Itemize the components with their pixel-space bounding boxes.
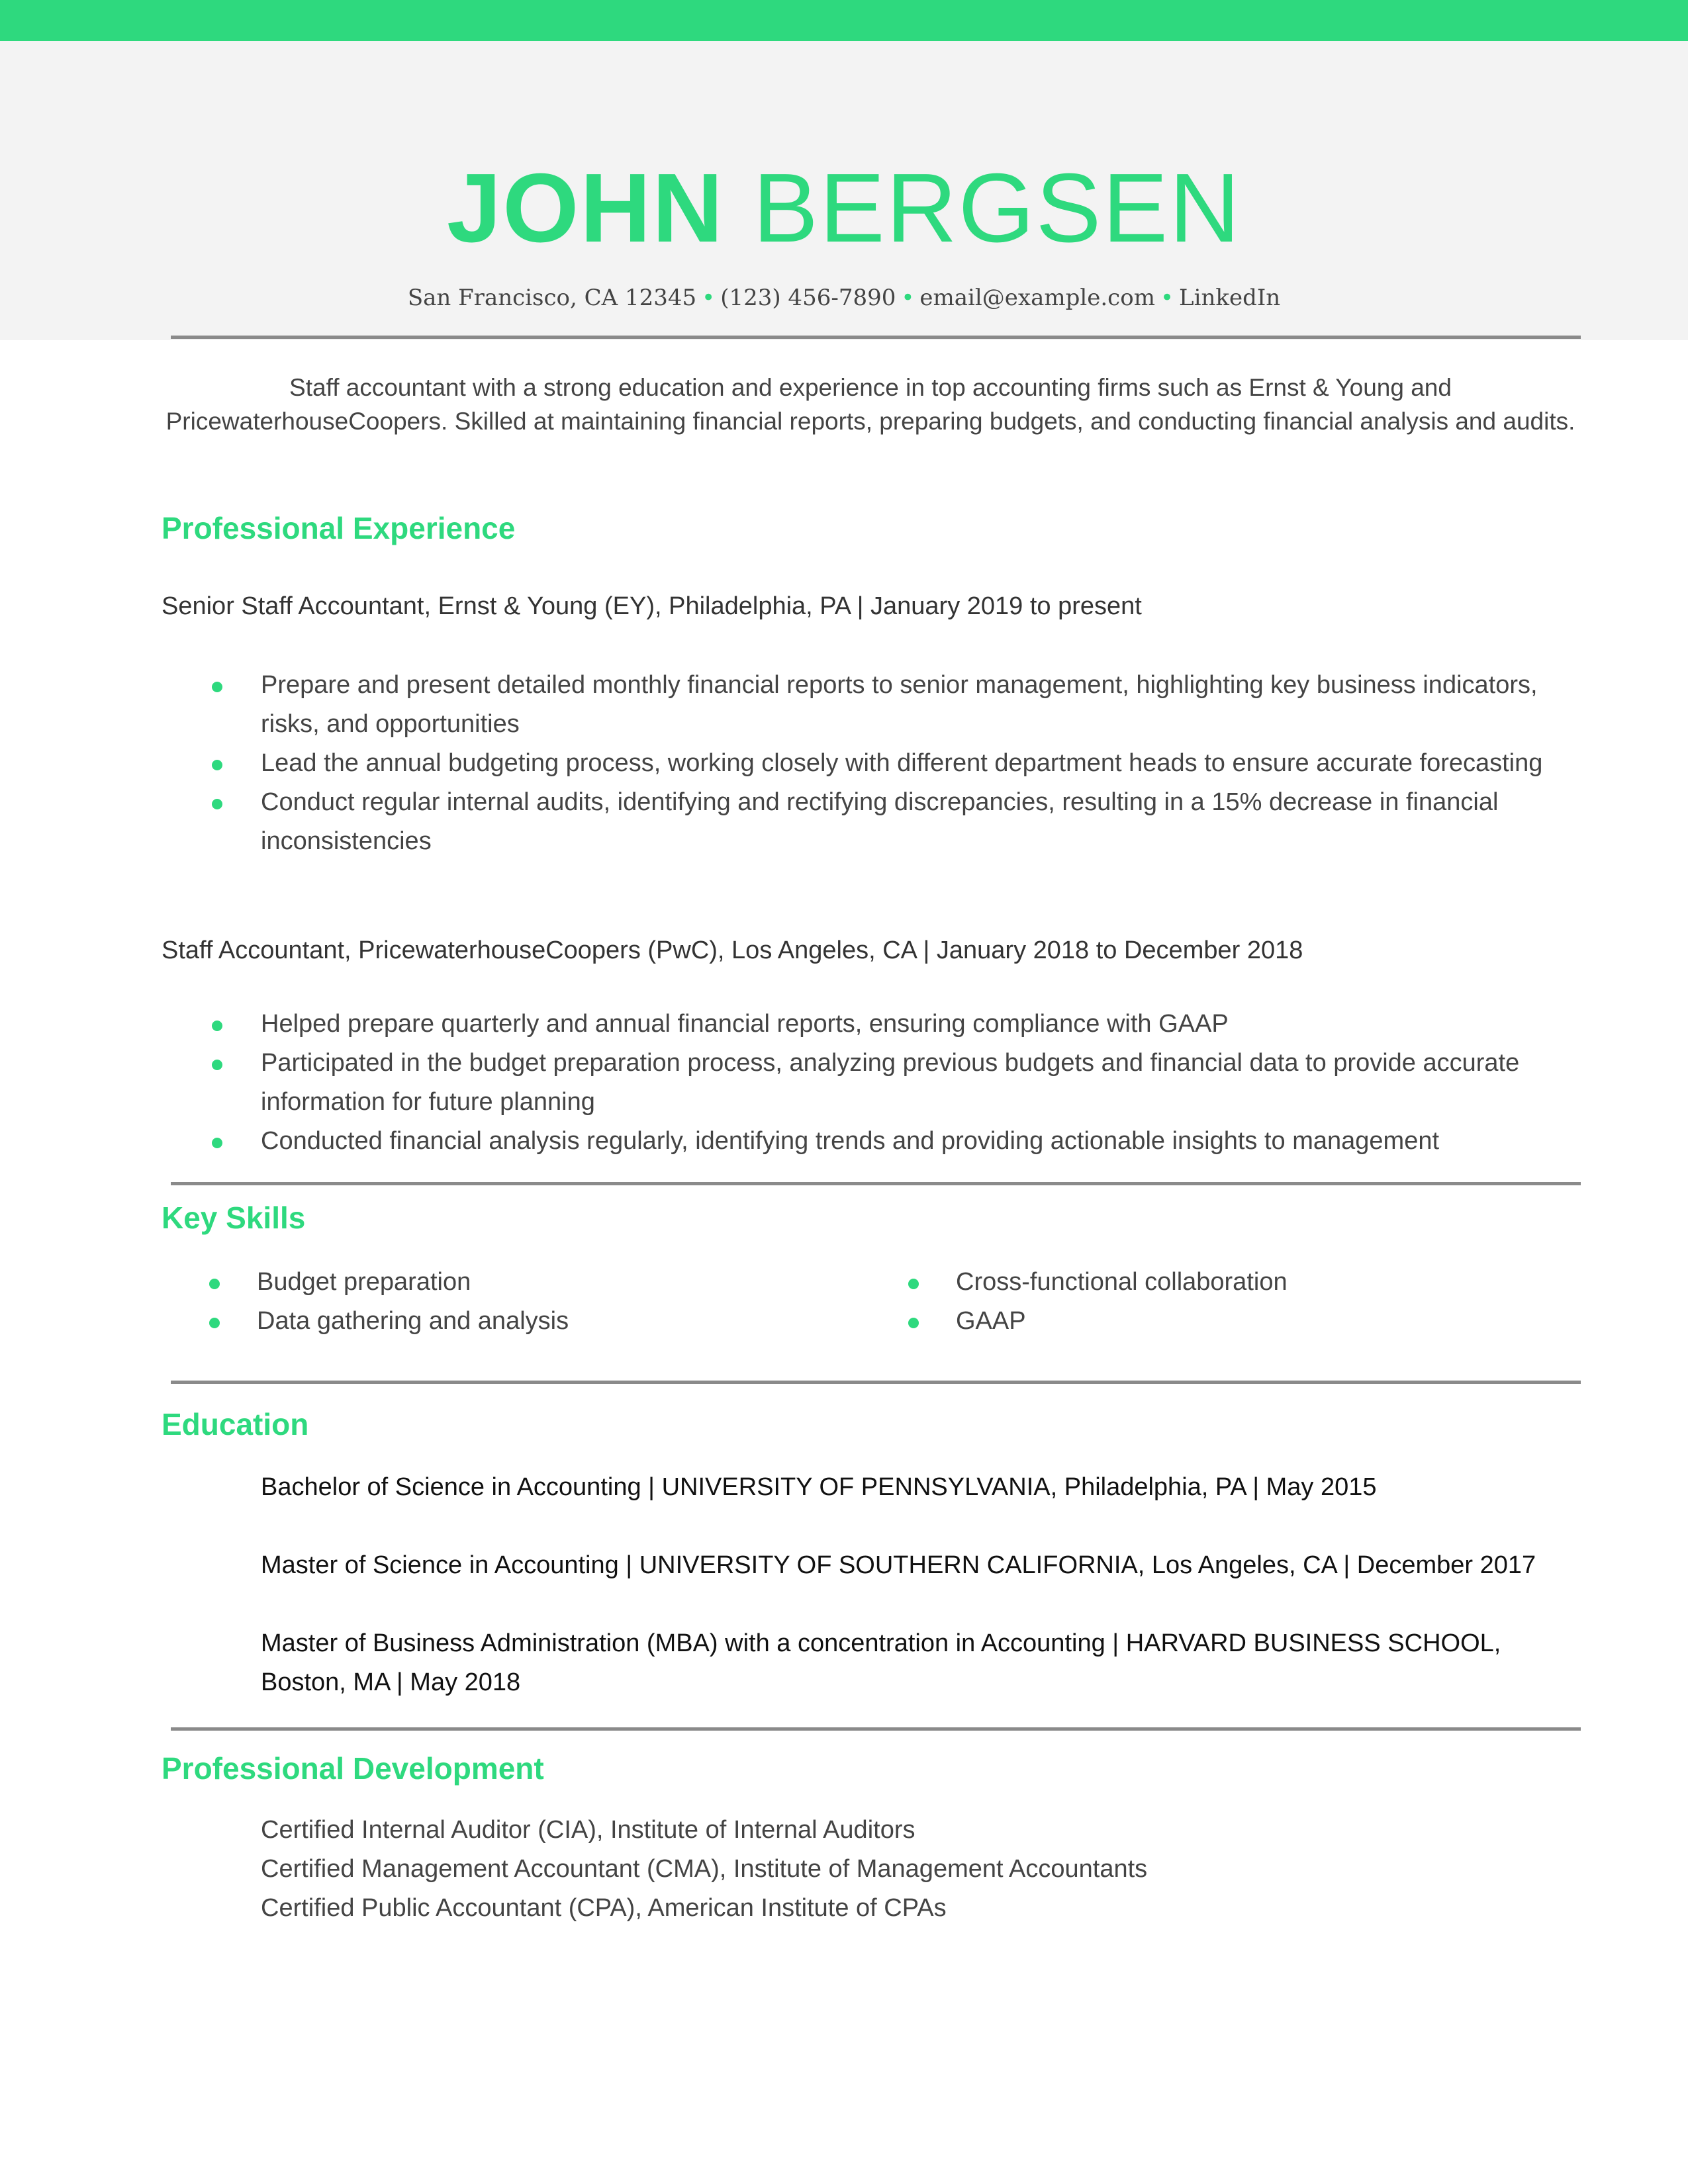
skills-list-right [861, 1263, 1523, 1341]
job-bullets [162, 1005, 1585, 1161]
last-name: BERGSEN [753, 154, 1242, 263]
bullet-dot [212, 1021, 222, 1031]
section-divider [171, 1182, 1581, 1185]
list-item: Certified Public Accountant (CPA), American Institute of CPAs [261, 1894, 947, 1922]
bullet-text: Helped prepare quarterly and annual financial reports, ensuring compliance with GAAP [261, 1010, 1229, 1038]
top-accent-bar [0, 0, 1688, 41]
list-item [861, 1302, 1523, 1341]
bullet-text: Prepare and present detailed monthly financial reports to senior management, highlighting key business indicators, risks, and opportunities [261, 671, 1538, 738]
list-item [162, 1263, 823, 1302]
contact-line [0, 283, 1688, 312]
list-item: Certified Internal Auditor (CIA), Institute of Internal Auditors [261, 1816, 915, 1844]
list-item [162, 1005, 1585, 1044]
section-title-skills: Key Skills [162, 1201, 306, 1235]
header-divider [171, 336, 1581, 339]
first-name: JOHN [446, 154, 725, 263]
bullet-text: Participated in the budget preparation process, analyzing previous budgets and financial data to provide accurate information for future planning [261, 1049, 1520, 1116]
contact-linkedin[interactable]: LinkedIn [1179, 285, 1281, 311]
development-list [261, 1811, 1147, 1928]
bullet-dot [908, 1279, 919, 1289]
education-item: Master of Business Administration (MBA) with a concentration in Accounting | HARVARD BUSINESS SCHOOL, Boston, MA | May 2018 [261, 1629, 1501, 1696]
section-divider [171, 1381, 1581, 1384]
list-item [162, 744, 1565, 783]
contact-separator: • [1160, 285, 1174, 311]
contact-separator: • [901, 285, 915, 311]
education-item: Master of Science in Accounting | UNIVERSITY OF SOUTHERN CALIFORNIA, Los Angeles, CA | December 2017 [261, 1551, 1536, 1579]
list-item: Certified Management Accountant (CMA), Institute of Management Accountants [261, 1855, 1148, 1883]
contact-email[interactable]: email@example.com [919, 285, 1155, 311]
section-title-experience: Professional Experience [162, 511, 516, 545]
contact-location: San Francisco, CA 12345 [407, 285, 697, 311]
bullet-dot [212, 1138, 222, 1148]
skill-text: Data gathering and analysis [257, 1307, 569, 1335]
list-item [861, 1263, 1523, 1302]
bullet-dot [212, 760, 222, 770]
list-item [162, 1302, 823, 1341]
bullet-text: Lead the annual budgeting process, working closely with different department heads to ensure accurate forecasting [261, 749, 1543, 777]
list-item [162, 783, 1565, 861]
list-item [162, 1122, 1585, 1161]
section-divider [171, 1727, 1581, 1731]
job-bullets [162, 666, 1565, 861]
bullet-text: Conducted financial analysis regularly, identifying trends and providing actionable insights to management [261, 1127, 1440, 1155]
bullet-dot [212, 1060, 222, 1070]
skill-text: Budget preparation [257, 1268, 471, 1296]
job-heading: Staff Accountant, PricewaterhouseCoopers (PwC), Los Angeles, CA | January 2018 to December 2018 [162, 936, 1303, 964]
skill-text: Cross-functional collaboration [956, 1268, 1288, 1296]
bullet-dot [212, 799, 222, 809]
list-item [162, 666, 1565, 744]
bullet-dot [209, 1318, 220, 1328]
bullet-text: Conduct regular internal audits, identifying and rectifying discrepancies, resulting in a 15% decrease in financial inconsistencies [261, 788, 1499, 855]
bullet-dot [908, 1318, 919, 1328]
summary-paragraph: Staff accountant with a strong education and experience in top accounting firms such as Ernst & Young and PricewaterhouseCoopers. Skilled at maintaining financial reports, preparing budgets, and conducting financial analysis and audits. [165, 374, 1575, 435]
job-heading: Senior Staff Accountant, Ernst & Young (EY), Philadelphia, PA | January 2019 to present [162, 592, 1142, 620]
bullet-dot [209, 1279, 220, 1289]
contact-separator: • [702, 285, 716, 311]
section-title-development: Professional Development [162, 1751, 544, 1786]
section-title-education: Education [162, 1407, 309, 1441]
education-item: Bachelor of Science in Accounting | UNIVERSITY OF PENNSYLVANIA, Philadelphia, PA | May 2015 [261, 1473, 1377, 1501]
skill-text: GAAP [956, 1307, 1026, 1335]
contact-phone: (123) 456-7890 [720, 285, 896, 311]
list-item [162, 1044, 1585, 1122]
skills-list-left [162, 1263, 823, 1341]
candidate-name [0, 152, 1688, 265]
bullet-dot [212, 682, 222, 692]
